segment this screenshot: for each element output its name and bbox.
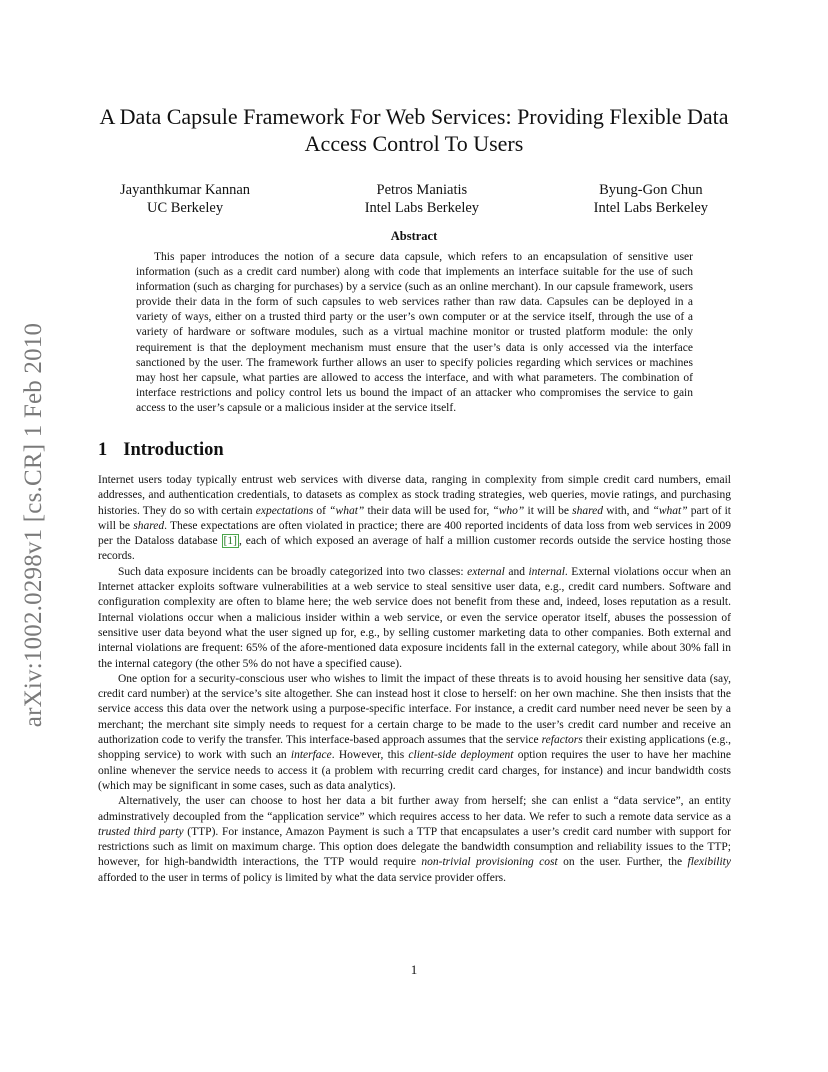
text-run: , each of which exposed an average of half a million customer records outside the service hosting those records. [98, 535, 731, 563]
text-run: One option for a security-conscious user who wishes to limit the impact of these threats is to avoid housing her sensitive data (say, credit card number) at the service’s site altogether. She can instead host it close to herself: on her own machine. She then insists that the service access this data over the network using a purpose-specific interface. For instance, a credit card number need never be seen by a merchant; the merchant site simply needs to request for a certain charge to be made to the user’s credit card number and receive an authorization code to verify the transfer. This interface-based approach assumes that the service [98, 672, 731, 747]
text-run: part of it will be [98, 504, 731, 532]
abstract-text: This paper introduces the notion of a secure data capsule, which refers to an encapsulation of sensitive user information (such as a credit card number) along with code that implements an interface suitable for the use of such information (such as charging for purchases) by a service (such as an online merchant). In our capsule framework, users provide their data in the form of such capsules to web services rather than raw data. Capsules can be deployed in a variety of ways, either on a trusted third party or the user’s own computer or at the service itself, through the use of a variety of hardware or software modules, such as a virtual machine monitor or trusted platform module: the only requirement is that the deployment mechanism must ensure that the user’s data is only accessed via the interface sanctioned by the user. The framework further allows an user to specify policies regarding which services or machines may host her capsule, what parties are allowed to access the interface, and with what parameters. The combination of interface restrictions and policy control lets us bound the impact of an attacker who compromises the service to gain access to the user’s capsule or a malicious insider at the service itself. [136, 251, 693, 414]
text-run: afforded to the user in terms of policy is limited by what the data service provider offers. [98, 871, 507, 884]
text-run: on the user. Further, the [557, 856, 688, 869]
paragraph [98, 794, 731, 886]
section-body [98, 473, 731, 886]
author [365, 181, 479, 217]
author-name: Jayanthkumar Kannan [120, 182, 251, 198]
emphasis: “what” [329, 504, 365, 517]
text-run: Internet users today typically entrust web services with diverse data, ranging in complexity from simple credit card numbers, email addresses, and authentication credentials, to datasets as complex as stock trading strategies, web queries, movie ratings, and purchasing histories. They do so with certain [98, 474, 731, 517]
paragraph [98, 565, 731, 672]
paper-title: A Data Capsule Framework For Web Services: Providing Flexible Data Access Control To Users [99, 104, 729, 156]
emphasis: “who” [492, 504, 525, 517]
text-run: . However, this [331, 749, 409, 762]
author-affiliation: Intel Labs Berkeley [593, 200, 708, 216]
text-run: . External violations occur when an Internet attacker exploits software vulnerabilities at a web service to steal sensitive user data, e.g., credit card numbers. Software and configuration complexity are often to blame here; the web service does not benefit from these and, indeed, loses reputation as a result. Internal violations occur when a malicious insider within a web service, or even the service operator itself, abuses the possession of sensitive user data beyond what the user signed up for, e.g., by selling customer marketing data to other companies. Both external and internal violations are frequent: 65% of the afore-mentioned data exposure incidents fall in the external category, while about 30% fall in the internal category (the other 5% do not have a specified cause). [98, 565, 732, 670]
text-run: their existing applications (e.g., shopping service) to work with such an [98, 734, 731, 762]
author-name: Byung-Gon Chun [599, 182, 703, 198]
section-title: Introduction [123, 440, 224, 460]
emphasis: refactors [541, 734, 583, 747]
text-run: of [313, 504, 330, 517]
citation-link[interactable]: [1] [223, 535, 237, 548]
text-run: . These expectations are often violated in practice; there are 400 reported incidents of data loss from web services in 2009 per the Dataloss database [98, 519, 731, 548]
text-run: Alternatively, the user can choose to host her data a bit further away from herself; she can enlist a “data service”, an entity adminstratively decoupled from the “application service” which requires access to her data. We refer to such a remote data service as a [98, 795, 731, 823]
emphasis: external [467, 565, 505, 578]
paragraph [98, 473, 731, 565]
author-name: Petros Maniatis [376, 182, 468, 198]
emphasis: shared [133, 519, 165, 532]
text-run: their data will be used for, [364, 504, 493, 517]
author-affiliation: Intel Labs Berkeley [364, 200, 480, 216]
author [120, 181, 250, 217]
emphasis: interface [290, 749, 332, 762]
emphasis: flexibility [687, 856, 731, 869]
paragraph [98, 672, 731, 794]
arxiv-identifier-text: arXiv:1002.0298v1 [cs.CR] 1 Feb 2010 [20, 322, 47, 728]
emphasis: “what” [652, 504, 688, 517]
text-run: (TTP). For instance, Amazon Payment is such a TTP that encapsulates a user’s credit card number with support for restrictions such as limit on maximum charge. This option does delegate the bandwidth consumption and reliability issues to the TTP; however, for high-bandwidth interactions, the TTP would require [98, 825, 731, 869]
emphasis: non-trivial provisioning cost [421, 856, 558, 869]
section-number: 1 [98, 440, 108, 460]
text-run: with, and [603, 504, 653, 517]
author [594, 181, 708, 217]
text-run: it will be [524, 504, 573, 517]
emphasis: client-side deployment [408, 749, 514, 762]
author-list [120, 181, 708, 217]
page-number: 1 [410, 962, 418, 977]
emphasis: expectations [255, 504, 314, 517]
author-affiliation: UC Berkeley [146, 200, 224, 216]
text-run: option requires the user to have her machine online whenever the service needs to access it (a problem with recurring credit card charges, for instance) and incur bandwidth costs (which may be significant in some cases, such as data analytics). [98, 749, 731, 792]
text-run: Such data exposure incidents can be broadly categorized into two classes: [118, 565, 468, 578]
arxiv-identifier [12, 300, 56, 750]
emphasis: trusted third party [98, 825, 184, 838]
section-heading [98, 440, 224, 461]
emphasis: internal [528, 565, 565, 578]
text-run: and [504, 565, 529, 578]
abstract-heading: Abstract [390, 229, 438, 243]
emphasis: shared [572, 504, 604, 517]
